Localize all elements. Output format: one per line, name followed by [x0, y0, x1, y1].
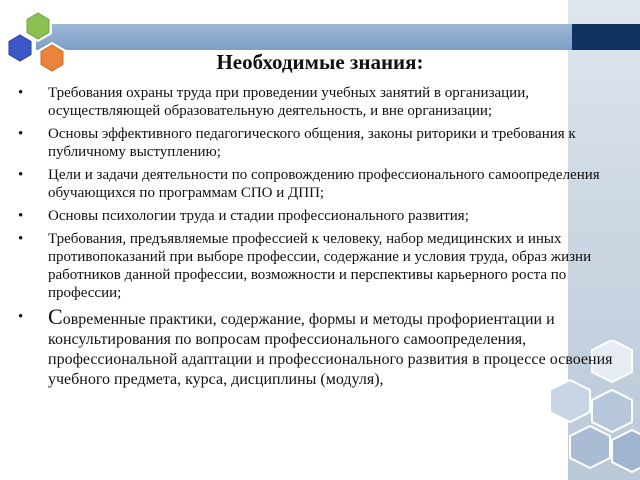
- list-item-text: Основы психологии труда и стадии профессионального развития;: [48, 208, 469, 224]
- list-item: [16, 230, 616, 302]
- list-item-text: овременные практики, содержание, формы и методы профориентации и консультирования по вопросам профессионального самоопределения, профессиональной адаптации и профессионального развития в процессе освоения учебного предмета, курса, дисциплины (модуля),: [48, 311, 613, 388]
- bullet: •: [18, 208, 24, 224]
- bullet: •: [18, 231, 24, 247]
- list-item-text: Основы эффективного педагогического общения, законы риторики и требования к публичному выступлению;: [48, 126, 576, 160]
- list-item: [16, 125, 616, 161]
- header-band-dark: [572, 24, 640, 50]
- list-item-initial: С: [48, 304, 63, 329]
- list-item: [16, 166, 616, 202]
- hexagon-logo-icon: [4, 8, 74, 80]
- header-band: [36, 24, 572, 50]
- list-item-text: Цели и задачи деятельности по сопровождению профессионального самоопределения обучающихся по программам СПО и ДПП;: [48, 167, 600, 201]
- list-item: [16, 84, 616, 120]
- knowledge-list: [16, 84, 616, 395]
- list-item-text: Требования охраны труда при проведении учебных занятий в организации, осуществляющей образовательную деятельность, и вне организации;: [48, 85, 529, 119]
- list-item-text: Требования, предъявляемые профессией к человеку, набор медицинских и иных противопоказаний при выборе профессии, содержание и условия труда, образ жизни работников данной профессии, возможности и перспективы карьерного роста по профессии;: [48, 231, 592, 301]
- bullet: •: [18, 309, 24, 325]
- slide-title: Необходимые знания:: [216, 50, 424, 74]
- bullet: •: [18, 126, 24, 142]
- bullet: •: [18, 167, 24, 183]
- list-item: [16, 207, 616, 225]
- list-item: [16, 304, 616, 390]
- bullet: •: [18, 85, 24, 101]
